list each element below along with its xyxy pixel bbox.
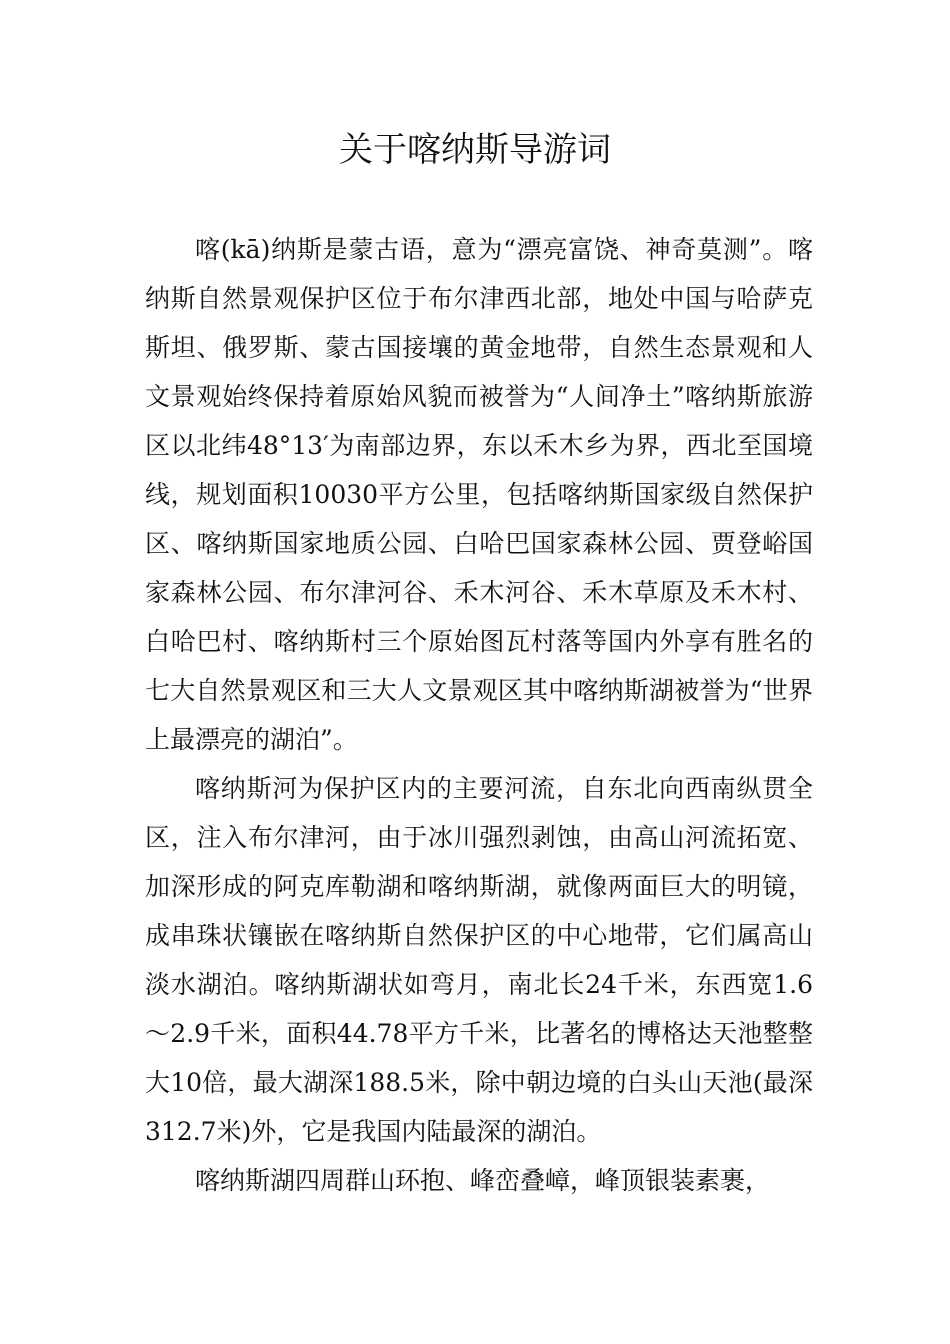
paragraph-intro: 喀(kā)纳斯是蒙古语，意为“漂亮富饶、神奇莫测”。喀纳斯自然景观保护区位于布尔津西北部，地处中国与哈萨克斯坦、俄罗斯、蒙古国接壤的黄金地带，自然生态景观和人文景观始终保持着原始风貌而被誉为“人间净土”喀纳斯旅游区以北纬48°13′为南部边界，东以禾木乡为界，西北至国境线，规划面积10030平方公里，包括喀纳斯国家级自然保护区、喀纳斯国家地质公园、白哈巴国家森林公园、贾登峪国家森林公园、布尔津河谷、禾木河谷、禾木草原及禾木村、白哈巴村、喀纳斯村三个原始图瓦村落等国内外享有胜名的七大自然景观区和三大人文景观区其中喀纳斯湖被誉为“世界上最漂亮的湖泊”。 xyxy=(145,235,813,754)
document-body xyxy=(145,225,813,1205)
document-title: 关于喀纳斯导游词 xyxy=(339,130,611,170)
paragraph-kanas-river: 喀纳斯河为保护区内的主要河流，自东北向西南纵贯全区，注入布尔津河，由于冰川强烈剥蚀，由高山河流拓宽、加深形成的阿克库勒湖和喀纳斯湖，就像两面巨大的明镜，成串珠状镶嵌在喀纳斯自然保护区的中心地带，它们属高山淡水湖泊。喀纳斯湖状如弯月，南北长24千米，东西宽1.6～2.9千米，面积44.78平方千米，比著名的博格达天池整整大10倍，最大湖深188.5米，除中朝边境的白头山天池(最深312.7米)外，它是我国内陆最深的湖泊。 xyxy=(145,774,813,1146)
paragraph-kanas-lake: 喀纳斯湖四周群山环抱、峰峦叠嶂，峰顶银装素裹， xyxy=(195,1166,771,1195)
